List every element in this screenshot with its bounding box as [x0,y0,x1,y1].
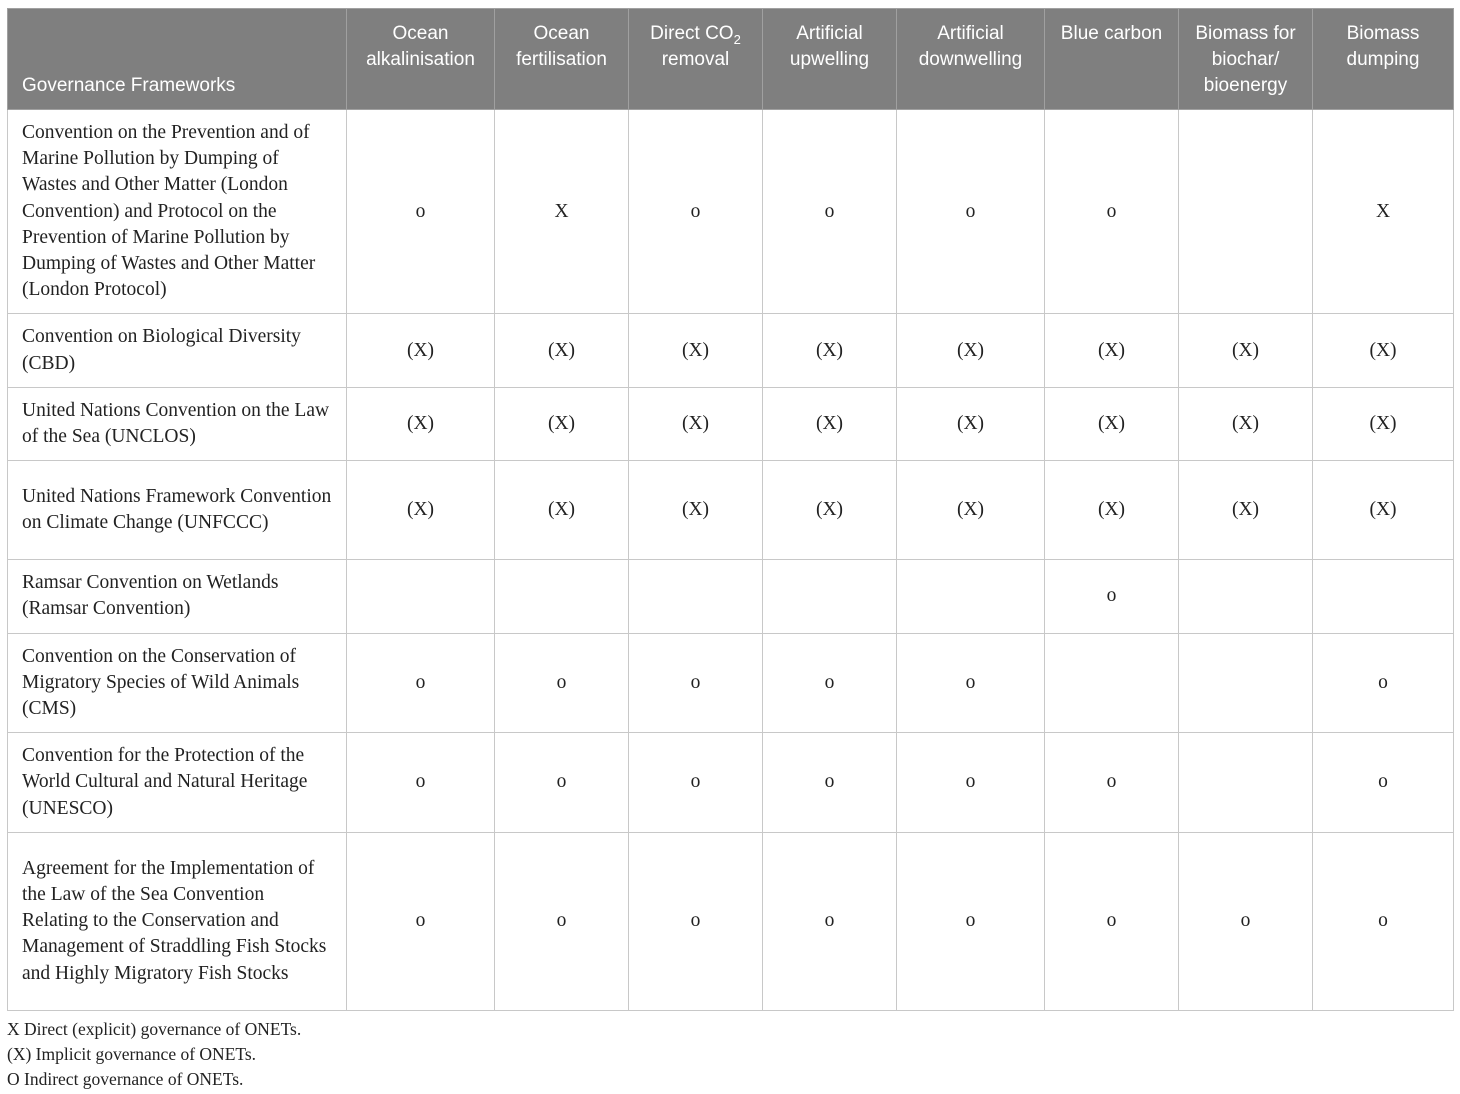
header-artificial-upwelling: Artificial upwelling [763,9,897,110]
framework-name: Convention on the Prevention and of Marine Pollution by Dumping of Wastes and Other Matter (London Convention) and Protocol on the Prevention of Marine Pollution by Dumping of Wastes and Other Matter (London Protocol) [8,110,347,314]
governance-cell [347,560,495,633]
header-direct-co2-removal: Direct $CO_2$ removal [629,9,763,110]
governance-cell [495,560,629,633]
governance-cell: (X) [1313,387,1454,460]
header-ocean-fertilisation: Ocean fertilisation [495,9,629,110]
header-biomass-dumping: Biomass dumping [1313,9,1454,110]
framework-name: United Nations Convention on the Law of the Sea (UNCLOS) [8,387,347,460]
table-row [8,314,1454,387]
governance-cell: (X) [629,387,763,460]
governance-cell: o [763,733,897,833]
governance-cell [897,560,1045,633]
governance-cell: o [347,633,495,733]
governance-cell: o [763,110,897,314]
header-row [8,9,1454,110]
governance-cell: o [897,110,1045,314]
governance-cell [1313,560,1454,633]
governance-cell: (X) [347,461,495,560]
header-biomass-biochar-bioenergy: Biomass for biochar/ bioenergy [1179,9,1313,110]
governance-cell: (X) [495,387,629,460]
governance-cell: o [629,633,763,733]
governance-cell: (X) [347,387,495,460]
governance-cell [1045,633,1179,733]
footnote-direct: X Direct (explicit) governance of ONETs. [7,1018,302,1039]
table-footnotes [7,1017,1453,1092]
table-body [8,110,1454,1011]
framework-name: Agreement for the Implementation of the Law of the Sea Convention Relating to the Conservation and Management of Straddling Fish Stocks and Highly Migratory Fish Stocks [8,832,347,1010]
governance-cell: (X) [897,314,1045,387]
governance-cell: (X) [629,314,763,387]
table-row [8,387,1454,460]
header-ocean-alkalinisation: Ocean alkalinisation [347,9,495,110]
table-row [8,832,1454,1010]
governance-cell [1179,633,1313,733]
framework-name: Ramsar Convention on Wetlands (Ramsar Convention) [8,560,347,633]
framework-name: Convention for the Protection of the World Cultural and Natural Heritage (UNESCO) [8,733,347,833]
governance-cell: o [1045,832,1179,1010]
governance-cell: o [897,733,1045,833]
footnote-indirect: O Indirect governance of ONETs. [7,1068,244,1089]
governance-cell: (X) [1179,387,1313,460]
header-blue-carbon: Blue carbon [1045,9,1179,110]
governance-cell: (X) [495,314,629,387]
governance-cell: o [1313,633,1454,733]
governance-cell: o [1045,560,1179,633]
governance-cell: (X) [1179,314,1313,387]
governance-cell: o [347,832,495,1010]
governance-cell: (X) [1045,314,1179,387]
governance-cell: o [347,733,495,833]
governance-cell [763,560,897,633]
governance-cell [1179,110,1313,314]
governance-cell: (X) [1045,387,1179,460]
table-row [8,733,1454,833]
governance-cell: (X) [1045,461,1179,560]
framework-name: Convention on the Conservation of Migratory Species of Wild Animals (CMS) [8,633,347,733]
governance-cell: (X) [897,461,1045,560]
governance-cell: o [495,733,629,833]
governance-table [7,8,1454,1011]
footnote-implicit: (X) Implicit governance of ONETs. [7,1043,257,1064]
governance-cell: o [347,110,495,314]
governance-cell [1179,733,1313,833]
governance-cell [1179,560,1313,633]
governance-cell: (X) [495,461,629,560]
framework-name: United Nations Framework Convention on Climate Change (UNFCCC) [8,461,347,560]
governance-cell: (X) [897,387,1045,460]
table-row [8,560,1454,633]
governance-cell: (X) [1179,461,1313,560]
governance-cell: (X) [347,314,495,387]
governance-cell: (X) [629,461,763,560]
table-row [8,461,1454,560]
governance-cell: (X) [1313,461,1454,560]
governance-cell: o [897,633,1045,733]
governance-cell: o [1045,733,1179,833]
governance-cell: o [1313,733,1454,833]
table-row [8,110,1454,314]
governance-cell: o [629,832,763,1010]
governance-cell: o [629,733,763,833]
governance-cell: X [495,110,629,314]
governance-cell [629,560,763,633]
framework-name: Convention on Biological Diversity (CBD) [8,314,347,387]
governance-cell: o [1179,832,1313,1010]
governance-cell: (X) [763,461,897,560]
governance-cell: (X) [763,387,897,460]
header-artificial-downwelling: Artificial downwelling [897,9,1045,110]
table-row [8,633,1454,733]
governance-cell: o [763,633,897,733]
governance-cell: o [763,832,897,1010]
governance-cell: o [897,832,1045,1010]
governance-cell: o [1045,110,1179,314]
governance-cell: (X) [763,314,897,387]
header-governance-frameworks: Governance Frameworks [8,9,347,110]
governance-cell: o [629,110,763,314]
governance-cell: X [1313,110,1454,314]
governance-cell: o [1313,832,1454,1010]
governance-cell: o [495,832,629,1010]
governance-table-container [7,8,1453,1092]
governance-cell: (X) [1313,314,1454,387]
governance-cell: o [495,633,629,733]
